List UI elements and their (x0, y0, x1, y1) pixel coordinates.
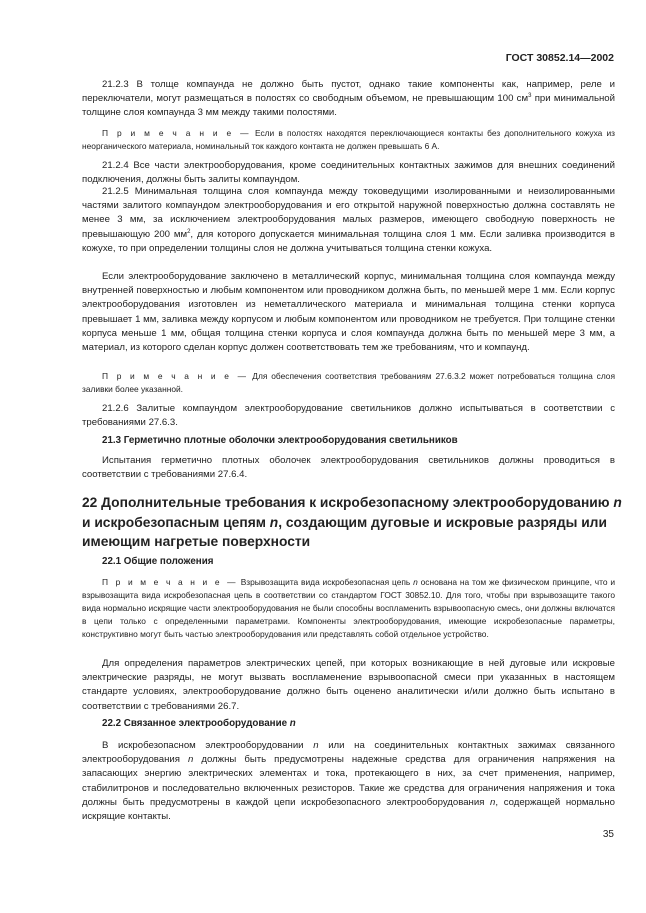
text: при минимальной толщине слоя компаунда 3 мм между такими полостями. (82, 93, 615, 119)
note-label: П р и м е ч а н и е — (102, 128, 251, 138)
heading-21-3: 21.3 Герметично плотные оболочки электрооборудования светильников (102, 435, 458, 446)
superscript: 3 (528, 93, 532, 100)
text: 21.2.3 В толще компаунда не должно быть пустот, однако такие компоненты как, например, реле и переключатели, могут размещаться в полостях со свободным объемом, не превышающим 100 см (82, 79, 615, 105)
note-text: Если в полостях находятся переключающиеся контакты без дополнительного кожуха из неорганического материала, номинальный ток каждого контакта не должен превышать 6 А. (82, 128, 615, 151)
text: и искробезопасным цепям (82, 514, 270, 530)
paragraph-21-2-5 (82, 185, 615, 256)
text: , создающим дуговые и искровые разряды или имеющим нагретые поверхности (82, 514, 607, 549)
paragraph-21-2-6: 21.2.6 Залитые компаундом электрооборудование светильников должно испытываться в соответствии с требованиями 27.6.3. (82, 403, 615, 429)
note-text: Взрывозащита вида искробезопасная цепь (237, 577, 414, 587)
note-1 (82, 127, 615, 153)
italic-n: n (490, 796, 496, 808)
superscript: 2 (187, 228, 191, 235)
paragraph-metal-enclosure: Если электрооборудование заключено в металлический корпус, минимальная толщина слоя компаунда между внутренней поверхностью и любым компонентом или проводником должна быть, по меньшей мере 1 мм. Если корпус электрооборудования изготовлен из неметаллического материала и минимальная толщина стенки корпуса превышает 1 мм, заливка между корпусом и любым компонентом или проводником не требуется. При толщине стенки корпуса меньше 1 мм, общая толщина стенки корпуса и слоя компаунда должна быть по меньшей мере 3 мм, а материал, из которого сделан корпус должен соответствовать тем же требованиям, что и компаунд. (82, 271, 615, 354)
italic-n: n (313, 740, 319, 751)
note-3 (82, 576, 615, 641)
page-number: 35 (602, 829, 614, 840)
text: В искробезопасном электрооборудовании (102, 740, 314, 751)
note-text: Для обеспечения соответствия требованиям 27.6.3.2 может потребоваться толщина слоя заливки более указанной. (82, 371, 615, 394)
paragraph-22-2 (82, 739, 615, 824)
text: 21.2.5 Минимальная толщина слоя компаунда между токоведущими изолированными и неизолированными частями залитого компаундом электрооборудования и его открытой наружной поверхностью должна составлять не менее 3 мм, за исключением электрооборудования малых размеров, имеющего свободную поверхность не превышающую 200 мм (82, 186, 615, 240)
paragraph-21-2-3 (82, 78, 615, 121)
italic-n: n (289, 718, 296, 729)
paragraph-22-1: Для определения параметров электрических цепей, при которых возникающие в ней дуговые или искровые электрические разряды, не могут вызвать воспламенение взрывоопасной смеси при указанных в настоящем стандарте условиях, электрооборудование должно быть оценено аналитически и/или должно быть испытано в соответствии с требованиями 26.7. (82, 658, 615, 712)
heading-22-2 (82, 717, 615, 731)
text: 22.2 Связанное электрооборудование (102, 718, 290, 729)
heading-22 (82, 493, 622, 552)
text: , содержащей нормально искрящие контакты. (82, 796, 615, 823)
text: должны быть предусмотрены надежные средства для ограничения напряжения на запасающих энергию электрических элементах и тока, протекающего в них, за счет применения, например, стабилитронов и последовательно включенных резисторов. Такие же средства для ограничения напряжения и тока должны быть предусмотрены в каждой цепи искробезопасного электрооборудования (82, 754, 615, 808)
italic-n: n (613, 495, 622, 510)
document-header: ГОСТ 30852.14—2002 (505, 52, 614, 64)
note-label: П р и м е ч а н и е — (102, 577, 238, 587)
italic-n: n (413, 577, 418, 587)
text: 22 Дополнительные требования к искробезопасному электрооборудованию (82, 495, 614, 510)
note-text: основана на том же физическом принципе, что и взрывозащита вида искробезопасная цепь в соответствии со стандартом ГОСТ 30852.10. Для того, чтобы при взрывозащите такого вида нормально искрящие части электрооборудования не были способны воспламенить взрывоопасную смесь, они должны включатся в цепи только с определенными параметрами. Компоненты электрооборудования, имеющие искробезопасные параметры, конструктивно могут быть частью электрооборудования или представлять собой отдельное устройство. (82, 577, 616, 639)
heading-22-1: 22.1 Общие положения (102, 556, 214, 567)
paragraph-21-2-4: 21.2.4 Все части электрооборудования, кроме соединительных контактных зажимов для внешних соединений подключения, должны быть залиты компаундом. (82, 160, 615, 186)
paragraph-21-3: Испытания герметично плотных оболочек электрооборудования светильников должны проводиться в соответствии с требованиями 27.6.4. (82, 455, 615, 481)
note-2 (82, 370, 615, 396)
italic-n: n (269, 514, 279, 530)
text: , для которого допускается минимальная толщина слоя 1 мм. Если заливка производится в кожухе, то при определении толщины слоя не должна учитываться толщина стенки кожуха. (82, 228, 615, 254)
italic-n: n (188, 754, 194, 766)
text: или на соединительных контактных зажимах связанного электрооборудования (82, 740, 616, 766)
note-label: П р и м е ч а н и е — (102, 371, 249, 381)
